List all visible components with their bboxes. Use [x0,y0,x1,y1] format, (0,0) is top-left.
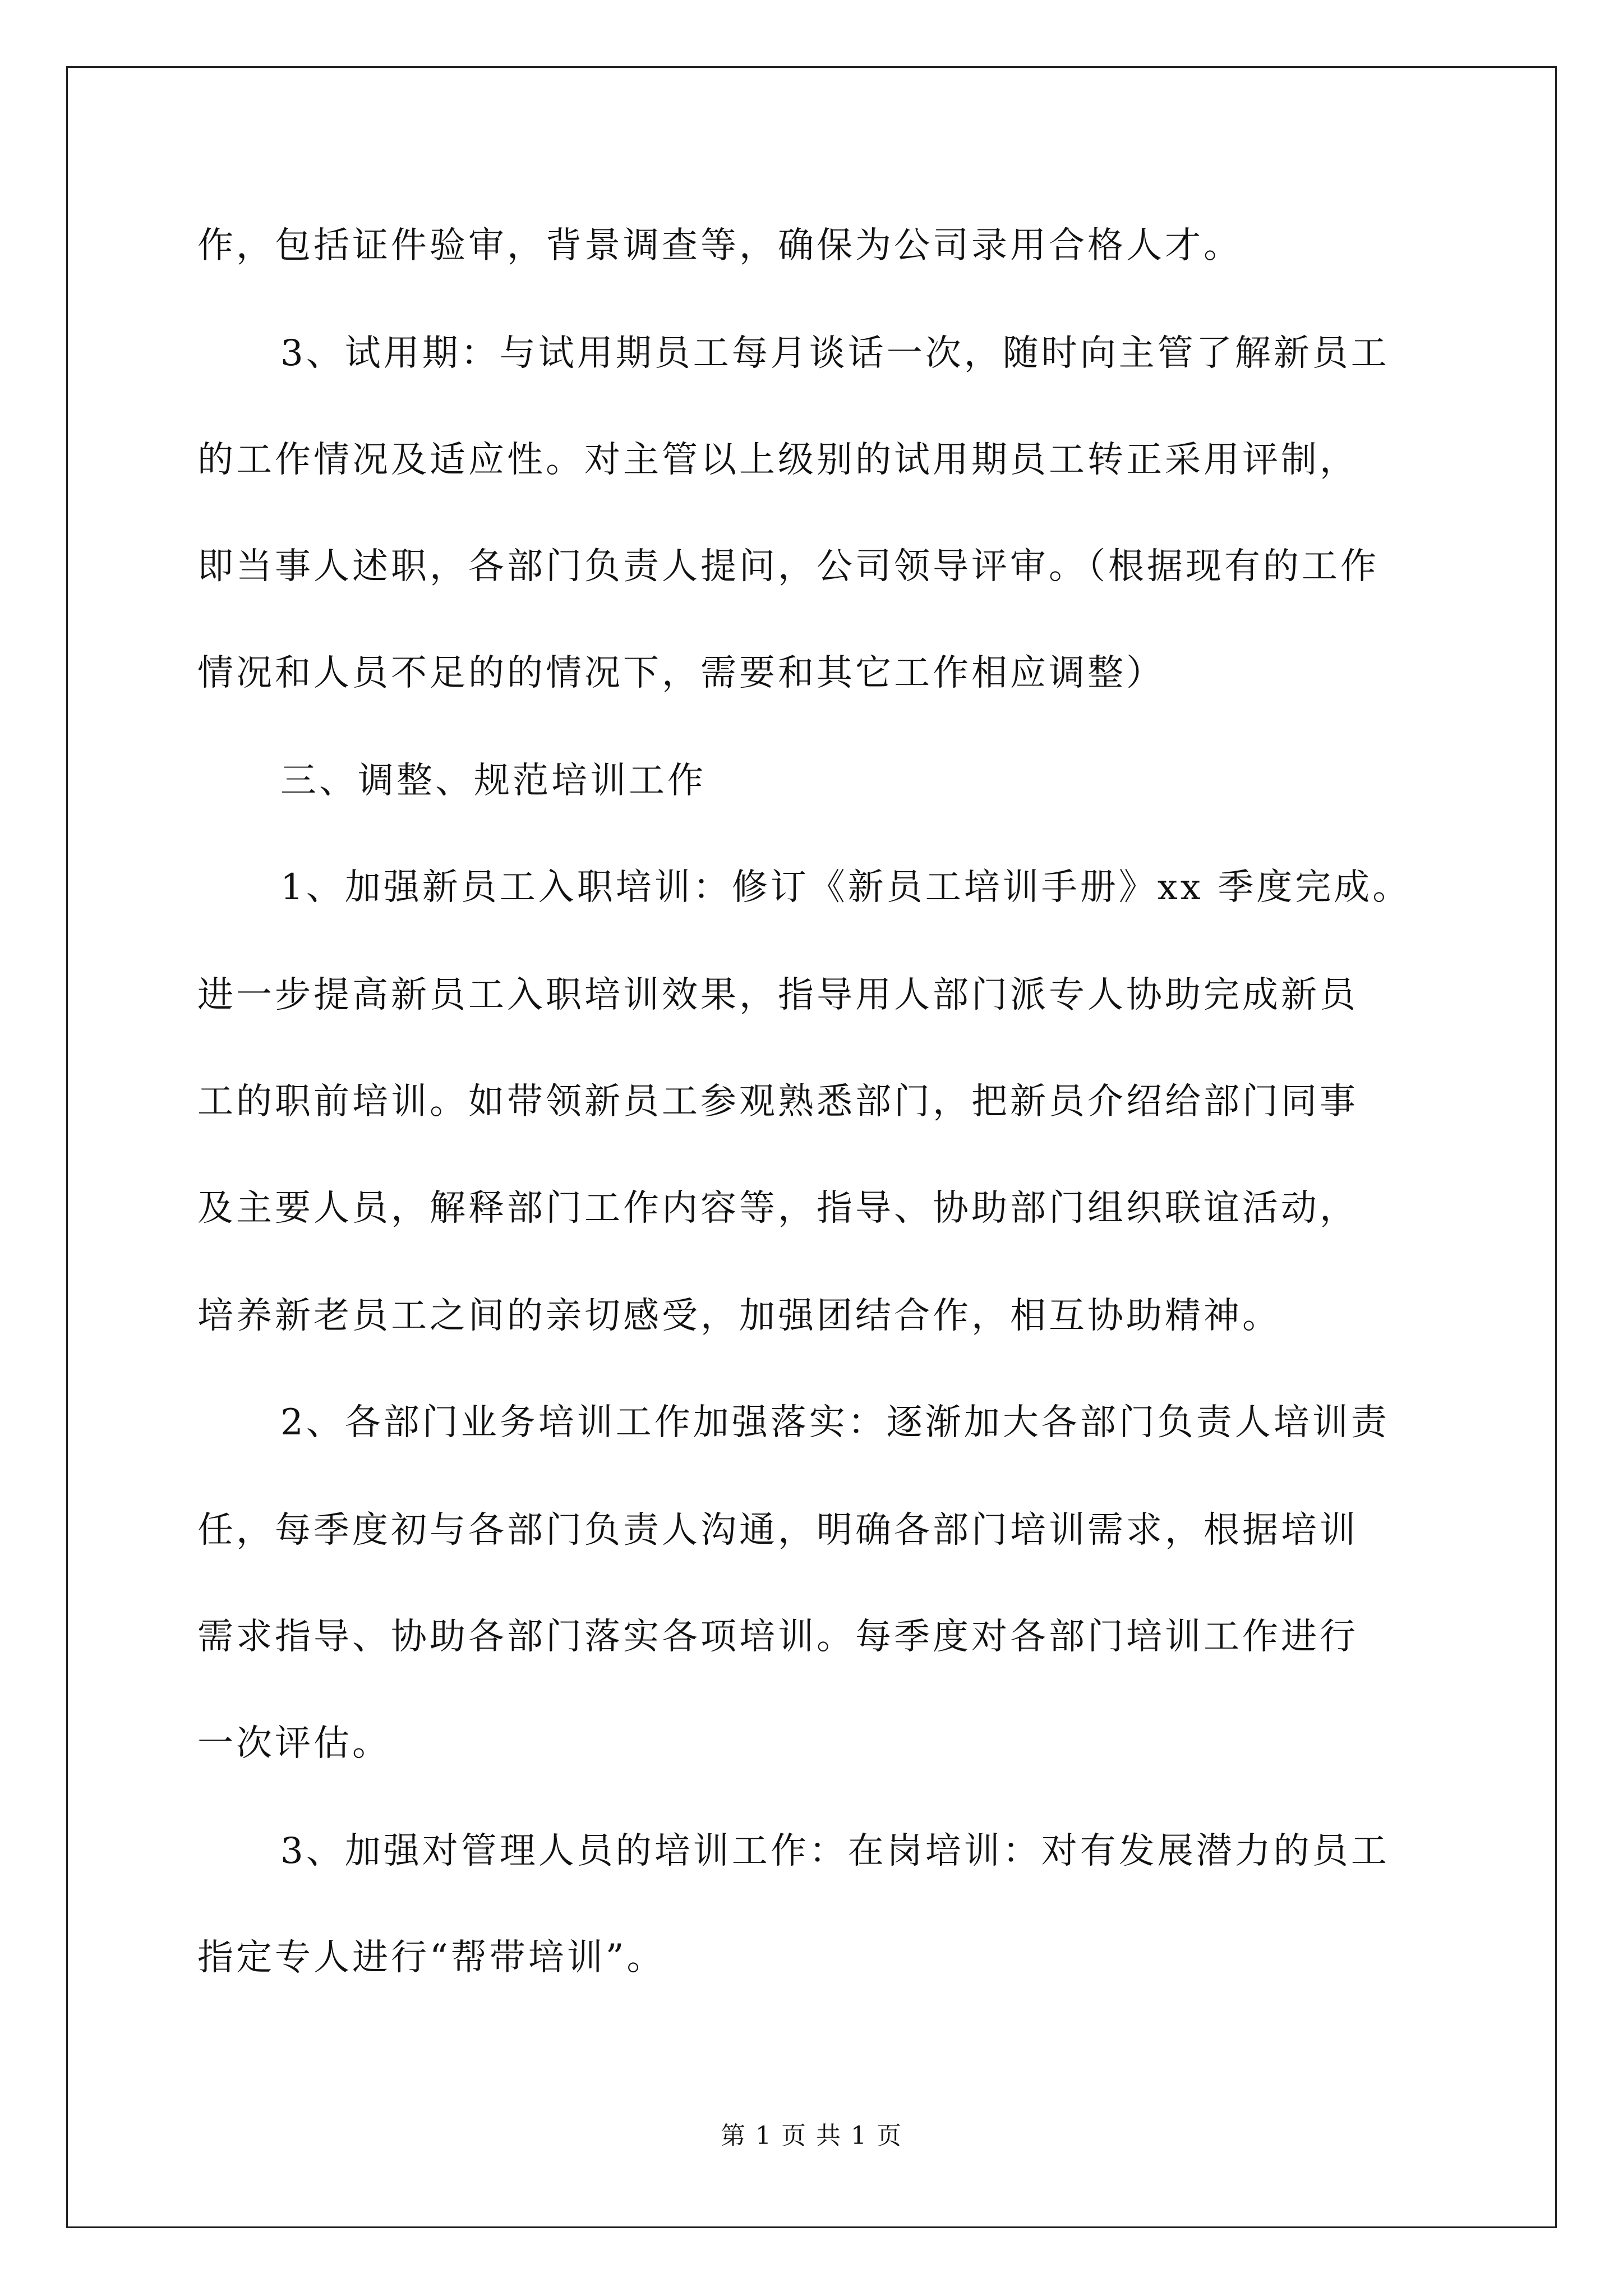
text-line: 指定专人进行“帮带培训”。 [197,1937,666,1978]
text-line: 及主要人员，解释部门工作内容等，指导、协助部门组织联谊活动， [197,1188,1358,1229]
text-line: 培养新老员工之间的亲切感受，加强团结合作，相互协助精神。 [197,1295,1281,1337]
page-number: 第 1 页 共 1 页 [721,2122,902,2150]
text-line: 即当事人述职，各部门负责人提问，公司领导评审。（根据现有的工作 [197,546,1379,587]
page-border [66,66,1557,2228]
section-heading: 三、调整、规范培训工作 [280,760,706,802]
text-line: 3、加强对管理人员的培训工作：在岗培训：对有发展潜力的员工 [280,1830,1390,1872]
text-line: 一次评估。 [197,1723,391,1764]
text-line: 情况和人员不足的的情况下，需要和其它工作相应调整） [197,652,1165,694]
text-line: 3、试用期：与试用期员工每月谈话一次，随时向主管了解新员工 [280,333,1390,374]
text-line: 作，包括证件验审，背景调查等，确保为公司录用合格人才。 [197,225,1242,266]
text-line: 2、各部门业务培训工作加强落实：逐渐加大各部门负责人培训责 [280,1402,1390,1443]
text-line: 任，每季度初与各部门负责人沟通，明确各部门培训需求，根据培训 [197,1510,1358,1551]
text-line: 进一步提高新员工入职培训效果，指导用人部门派专人协助完成新员 [197,974,1358,1016]
text-line: 工的职前培训。如带领新员工参观熟悉部门，把新员介绍给部门同事 [197,1081,1358,1122]
text-line: 需求指导、协助各部门落实各项培训。每季度对各部门培训工作进行 [197,1616,1358,1658]
text-line: 1、加强新员工入职培训：修订《新员工培训手册》xx 季度完成。 [280,867,1412,908]
text-line: 的工作情况及适应性。对主管以上级别的试用期员工转正采用评制， [197,439,1358,481]
